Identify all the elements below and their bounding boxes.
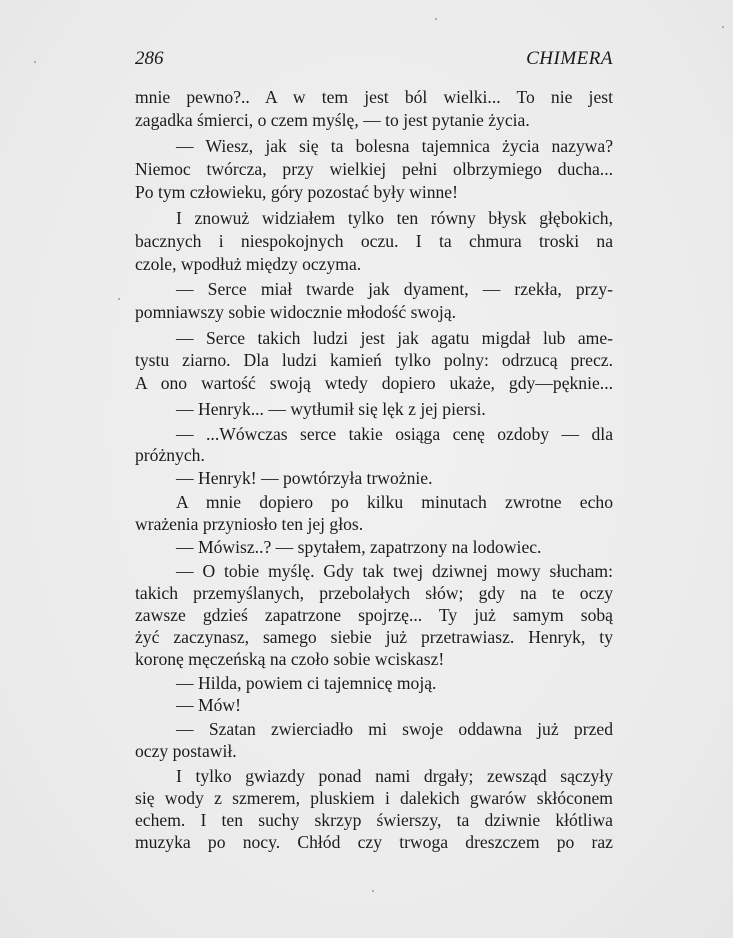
text-line: — Serce takich ludzi jest jak agatu migdał lub ame- (176, 328, 613, 348)
paper-speck (372, 890, 374, 892)
text-line: — Szatan zwierciadło mi swoje oddawna już przed (176, 719, 613, 739)
text-line: żyć zaczynasz, samego siebie już przetrawiasz. Henryk, ty (135, 627, 613, 647)
text-line: oczy postawił. (135, 741, 237, 761)
paper-speck (118, 298, 120, 300)
text-line: — O tobie myślę. Gdy tak twej dziwnej mowy słucham: (176, 561, 613, 581)
text-line: czole, wpodłuż między oczyma. (135, 254, 362, 274)
text-line: próżnych. (135, 445, 205, 465)
text-line: A mnie dopiero po kilku minutach zwrotne echo (176, 492, 613, 512)
page-number: 286 (135, 48, 164, 69)
text-line: mnie pewno?.. A w tem jest ból wielki... To nie jest (135, 87, 613, 107)
text-line: muzyka po nocy. Chłód czy trwoga dreszczem po raz (135, 832, 613, 852)
text-line: — Serce miał twarde jak dyament, — rzekła, przy- (176, 279, 613, 299)
paper-speck (722, 26, 724, 28)
text-line: bacznych i niespokojnych oczu. I ta chmura troski na (135, 231, 613, 251)
text-line: — Wiesz, jak się ta bolesna tajemnica życia nazywa? (176, 136, 613, 156)
text-line: I znowuż widziałem tylko ten równy błysk głębokich, (176, 208, 613, 228)
text-line: — Mów! (176, 695, 241, 715)
text-line: takich przemyślanych, przebolałych słów; gdy na te oczy (135, 583, 613, 603)
text-line: Niemoc twórcza, przy wielkiej pełni olbrzymiego ducha... (135, 159, 613, 179)
text-line: echem. I ten suchy skrzyp świerszy, ta dziwnie kłótliwa (135, 810, 613, 830)
paper-speck (435, 18, 437, 20)
text-line: — Hilda, powiem ci tajemnicę moją. (176, 673, 437, 693)
text-line: Po tym człowieku, góry pozostać były winne! (135, 182, 458, 202)
text-line: I tylko gwiazdy ponad nami drgały; zewsząd sączyły (176, 766, 613, 786)
text-line: wrażenia przyniosło ten jej głos. (135, 514, 364, 534)
text-line: się wody z szmerem, pluskiem i dalekich gwarów skłóconem (135, 788, 613, 808)
text-line: — Mówisz..? — spytałem, zapatrzony na lodowiec. (176, 537, 542, 557)
text-line: zagadka śmierci, o czem myślę, — to jest pytanie życia. (135, 110, 530, 130)
page-header (135, 48, 613, 72)
running-title: CHIMERA (526, 48, 613, 69)
text-line: pomniawszy sobie widocznie młodość swoją. (135, 302, 457, 322)
text-line: — ...Wówczas serce takie osiąga cenę ozdoby — dla (176, 424, 613, 444)
text-line: — Henryk! — powtórzyła trwożnie. (176, 468, 433, 488)
text-line: koronę męczeńską na czoło sobie wciskasz! (135, 649, 445, 669)
text-line: — Henryk... — wytłumił się lęk z jej piersi. (176, 399, 486, 419)
text-line: A ono wartość swoją wtedy dopiero ukaże, gdy—pęknie... (135, 373, 613, 393)
paper-speck (34, 61, 36, 63)
text-line: zawsze gdzieś zapatrzone spojrzę... Ty już samym sobą (135, 605, 613, 625)
text-line: tystu ziarno. Dla ludzi kamień tylko polny: odrzucą precz. (135, 350, 613, 370)
